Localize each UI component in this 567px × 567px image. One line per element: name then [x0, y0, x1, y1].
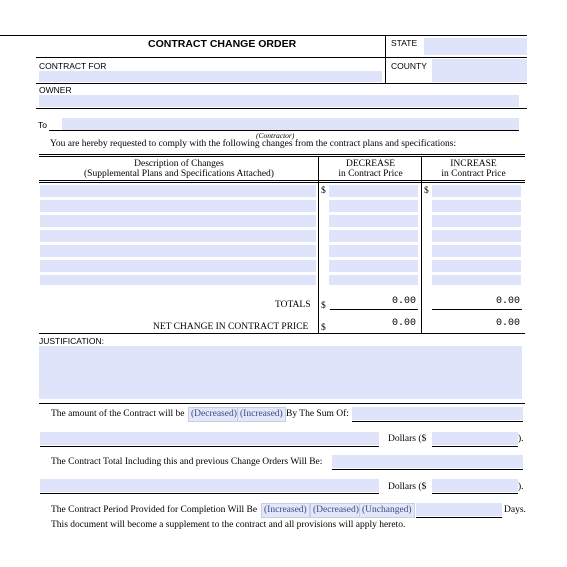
- amount-text-prefix: The amount of the Contract will be: [51, 409, 185, 419]
- decrease-row-3[interactable]: [329, 215, 418, 227]
- description-row-6[interactable]: [40, 260, 316, 272]
- col-increase-line2: in Contract Price: [441, 169, 506, 179]
- amount-dollars-rule: [432, 446, 518, 447]
- net-increase-value[interactable]: 0.00: [495, 318, 520, 329]
- amount-dollars-field[interactable]: [432, 432, 518, 445]
- period-days-field[interactable]: [416, 503, 502, 516]
- col-decrease-header: [319, 159, 422, 179]
- decrease-row-2[interactable]: [329, 200, 418, 212]
- period-text-prefix: The Contract Period Provided for Completion Will Be: [51, 505, 258, 515]
- owner-field[interactable]: [39, 95, 519, 107]
- col-increase-header: [422, 159, 525, 179]
- totals-increase-rule: [432, 309, 522, 310]
- increase-currency-symbol: $: [424, 186, 429, 196]
- description-row-4[interactable]: [40, 230, 316, 242]
- period-option-unchanged[interactable]: (Unchanged): [359, 503, 415, 518]
- table-header-rule-2: [39, 182, 525, 183]
- table-bottom-rule: [39, 333, 525, 334]
- contract-row-rule: [36, 83, 527, 84]
- period-option-decreased[interactable]: (Decreased): [310, 503, 362, 518]
- table-top-rule: [39, 154, 525, 155]
- col-decrease-line2: in Contract Price: [338, 169, 403, 179]
- amount-option-decreased[interactable]: (Decreased): [188, 407, 240, 422]
- totals-label: TOTALS: [275, 300, 311, 310]
- total-dollars-field[interactable]: [432, 479, 518, 492]
- amount-words-field[interactable]: [40, 432, 379, 445]
- decrease-row-7[interactable]: [329, 275, 418, 285]
- totals-decrease-value[interactable]: 0.00: [391, 296, 416, 307]
- header-top-rule: [0, 35, 527, 36]
- net-change-label: NET CHANGE IN CONTRACT PRICE: [153, 322, 309, 332]
- justification-field[interactable]: [39, 346, 522, 399]
- justification-label: JUSTIFICATION:: [39, 336, 105, 346]
- total-sum-field[interactable]: [332, 455, 523, 468]
- totals-decrease-rule: [330, 309, 418, 310]
- contract-for-field[interactable]: [39, 71, 382, 82]
- decrease-row-4[interactable]: [329, 230, 418, 242]
- period-option-increased[interactable]: (Increased): [261, 503, 310, 518]
- county-field[interactable]: [432, 59, 527, 82]
- state-field[interactable]: [424, 38, 527, 55]
- table-top-rule-2: [39, 156, 525, 157]
- total-sum-rule: [332, 469, 523, 470]
- contractor-caption: (Contractor): [256, 131, 295, 140]
- col-increase-line1: INCREASE: [450, 159, 497, 169]
- total-close-paren: ).: [518, 482, 524, 492]
- description-row-1[interactable]: [40, 185, 316, 197]
- decrease-row-5[interactable]: [329, 245, 418, 257]
- description-row-5[interactable]: [40, 245, 316, 257]
- increase-row-2[interactable]: [432, 200, 521, 212]
- decrease-currency-symbol: $: [321, 186, 326, 196]
- col-description-header: [39, 159, 319, 179]
- total-dollars-label: Dollars ($: [388, 482, 427, 492]
- decrease-row-6[interactable]: [329, 260, 418, 272]
- increase-row-3[interactable]: [432, 215, 521, 227]
- amount-option-increased[interactable]: (Increased): [237, 407, 286, 422]
- table-header-rule: [39, 180, 525, 181]
- contractor-field[interactable]: [62, 118, 519, 130]
- title-row-rule: [36, 57, 527, 58]
- description-row-7[interactable]: [40, 275, 316, 285]
- col-description-line1: Description of Changes: [134, 159, 224, 169]
- table-divider-2: [421, 157, 422, 333]
- increase-row-4[interactable]: [432, 230, 521, 242]
- increase-row-5[interactable]: [432, 245, 521, 257]
- contract-for-label: CONTRACT FOR: [39, 61, 107, 71]
- amount-sum-rule: [352, 421, 523, 422]
- increase-row-7[interactable]: [432, 275, 521, 285]
- state-label: STATE: [391, 38, 418, 48]
- owner-row-rule: [36, 108, 527, 109]
- col-description-line2: (Supplemental Plans and Specifications Attached): [84, 169, 274, 179]
- increase-row-6[interactable]: [432, 260, 521, 272]
- amount-close-paren: ).: [518, 434, 524, 444]
- total-words-field[interactable]: [40, 479, 379, 492]
- col-decrease-line1: DECREASE: [345, 159, 396, 169]
- total-dollars-rule: [432, 493, 518, 494]
- description-row-2[interactable]: [40, 200, 316, 212]
- county-label: COUNTY: [391, 61, 427, 71]
- supplement-text: This document will become a supplement to the contract and all provisions will apply hereto.: [51, 520, 406, 530]
- net-decrease-currency: $: [321, 323, 326, 333]
- increase-row-1[interactable]: [432, 185, 521, 197]
- net-decrease-value[interactable]: 0.00: [391, 318, 416, 329]
- decrease-row-1[interactable]: [329, 185, 418, 197]
- total-text: The Contract Total Including this and previous Change Orders Will Be:: [51, 457, 323, 467]
- period-days-label: Days.: [504, 505, 526, 515]
- amount-dollars-label: Dollars ($: [388, 434, 427, 444]
- amount-section-top-rule: [39, 403, 525, 404]
- table-divider-1: [318, 157, 319, 333]
- totals-increase-value[interactable]: 0.00: [495, 296, 520, 307]
- description-row-3[interactable]: [40, 215, 316, 227]
- form-title: CONTRACT CHANGE ORDER: [148, 38, 297, 50]
- totals-decrease-currency: $: [321, 301, 326, 311]
- state-county-divider: [385, 35, 386, 83]
- amount-words-rule: [40, 446, 379, 447]
- amount-text-suffix: By The Sum Of:: [286, 409, 349, 419]
- amount-sum-field[interactable]: [352, 407, 523, 420]
- total-words-rule: [40, 493, 379, 494]
- intro-text: You are hereby requested to comply with the following changes from the contract plans and specifications:: [50, 139, 457, 149]
- period-days-rule: [416, 517, 502, 518]
- owner-label: OWNER: [39, 85, 72, 95]
- to-label: To: [38, 120, 47, 130]
